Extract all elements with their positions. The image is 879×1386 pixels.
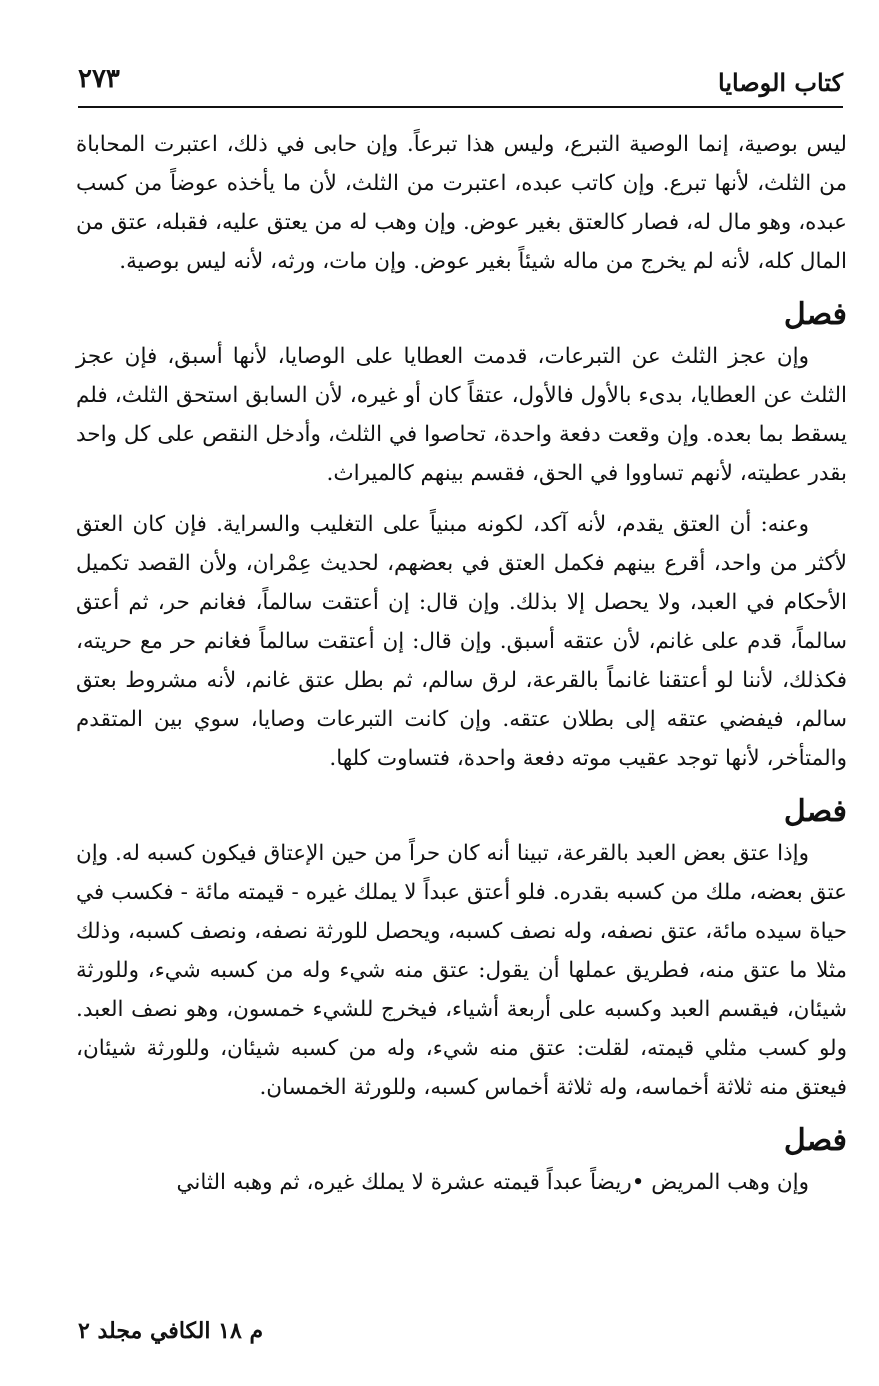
page-body xyxy=(76,125,847,1202)
header-rule xyxy=(78,106,843,108)
running-title: كتاب الوصايا xyxy=(718,68,843,97)
paragraph: ليس بوصية، إنما الوصية التبرع، وليس هذا تبرعاً. وإن حابى في ذلك، اعتبرت المحاباة من الثلث، لأنها تبرع. وإن كاتب عبده، اعتبرت من الثلث، لأن ما يأخذه عوضاً من كسب عبده، وهو مال له، فصار كالعتق بغير عوض. وإن وهب له من يعتق عليه، فقبله، عتق من المال كله، لأنه لم يخرج من ماله شيئاً بغير عوض. وإن مات، ورثه، لأنه ليس بوصية. xyxy=(76,132,847,274)
section-heading: فصل xyxy=(783,1123,847,1158)
section-heading: فصل xyxy=(783,297,847,332)
page-header xyxy=(78,60,843,108)
page-number: ٢٧٣ xyxy=(78,64,120,94)
signature-mark: م ١٨ الكافي مجلد ٢ xyxy=(78,1318,264,1344)
paragraph: وإن عجز الثلث عن التبرعات، قدمت العطايا على الوصايا، لأنها أسبق، فإن عجز الثلث عن العطايا، بدىء بالأول فالأول، عتقاً كان أو غيره، لأن السابق استحق الثلث، فلم يسقط بما بعده. وإن وقعت دفعة واحدة، تحاصوا في الثلث، وأدخل النقص على كل واحد بقدر عطيته، لأنهم تساووا في الحق، فقسم بينهم كالميراث. xyxy=(76,344,847,486)
paragraph: وإن وهب المريض •ريضاً عبداً قيمته عشرة لا يملك غيره، ثم وهبه الثاني xyxy=(176,1170,809,1195)
section-heading: فصل xyxy=(783,794,847,829)
paragraph: وإذا عتق بعض العبد بالقرعة، تبينا أنه كان حراً من حين الإعتاق فيكون كسبه له. وإن عتق بعضه، ملك من كسبه بقدره. فلو أعتق عبداً لا يملك غيره - قيمته مائة - فكسب في حياة سيده مائة، عتق نصفه، وله نصف كسبه، ويحصل للورثة نصفه، ونصف كسبه، وذلك مثلا ما عتق منه، فطريق عملها أن يقول: عتق منه شيء وله من كسبه شيء، وللورثة شيئان، فيقسم العبد وكسبه على أربعة أشياء، فيخرج للشيء خمسون، وهو نصف العبد. ولو كسب مثلي قيمته، لقلت: عتق منه شيء، وله من كسبه شيئان، وللورثة شيئان، فيعتق منه ثلاثة أخماسه، وله ثلاثة أخماس كسبه، وللورثة الخمسان. xyxy=(76,841,847,1100)
paragraph: وعنه: أن العتق يقدم، لأنه آكد، لكونه مبنياً على التغليب والسراية. فإن كان العتق لأكثر من واحد، أقرع بينهم فكمل العتق في بعضهم، لحديث عِمْران، ولأن القصد تكميل الأحكام في العبد، ولا يحصل إلا بذلك. وإن قال: إن أعتقت سالماً، فغانم حر، ثم أعتق سالماً، قدم على غانم، لأن عتقه أسبق. وإن قال: إن أعتقت سالماً فغانم حر مع حريته، فكذلك، لأننا لو أعتقنا غانماً بالقرعة، لرق سالم، ثم بطل عتق غانم، لأنه مشروط بعتق سالم، فيفضي عتقه إلى بطلان عتقه. وإن كانت التبرعات وصايا، سوي بين المتقدم والمتأخر، لأنها توجد عقيب موته دفعة واحدة، فتساوت كلها. xyxy=(76,512,847,771)
